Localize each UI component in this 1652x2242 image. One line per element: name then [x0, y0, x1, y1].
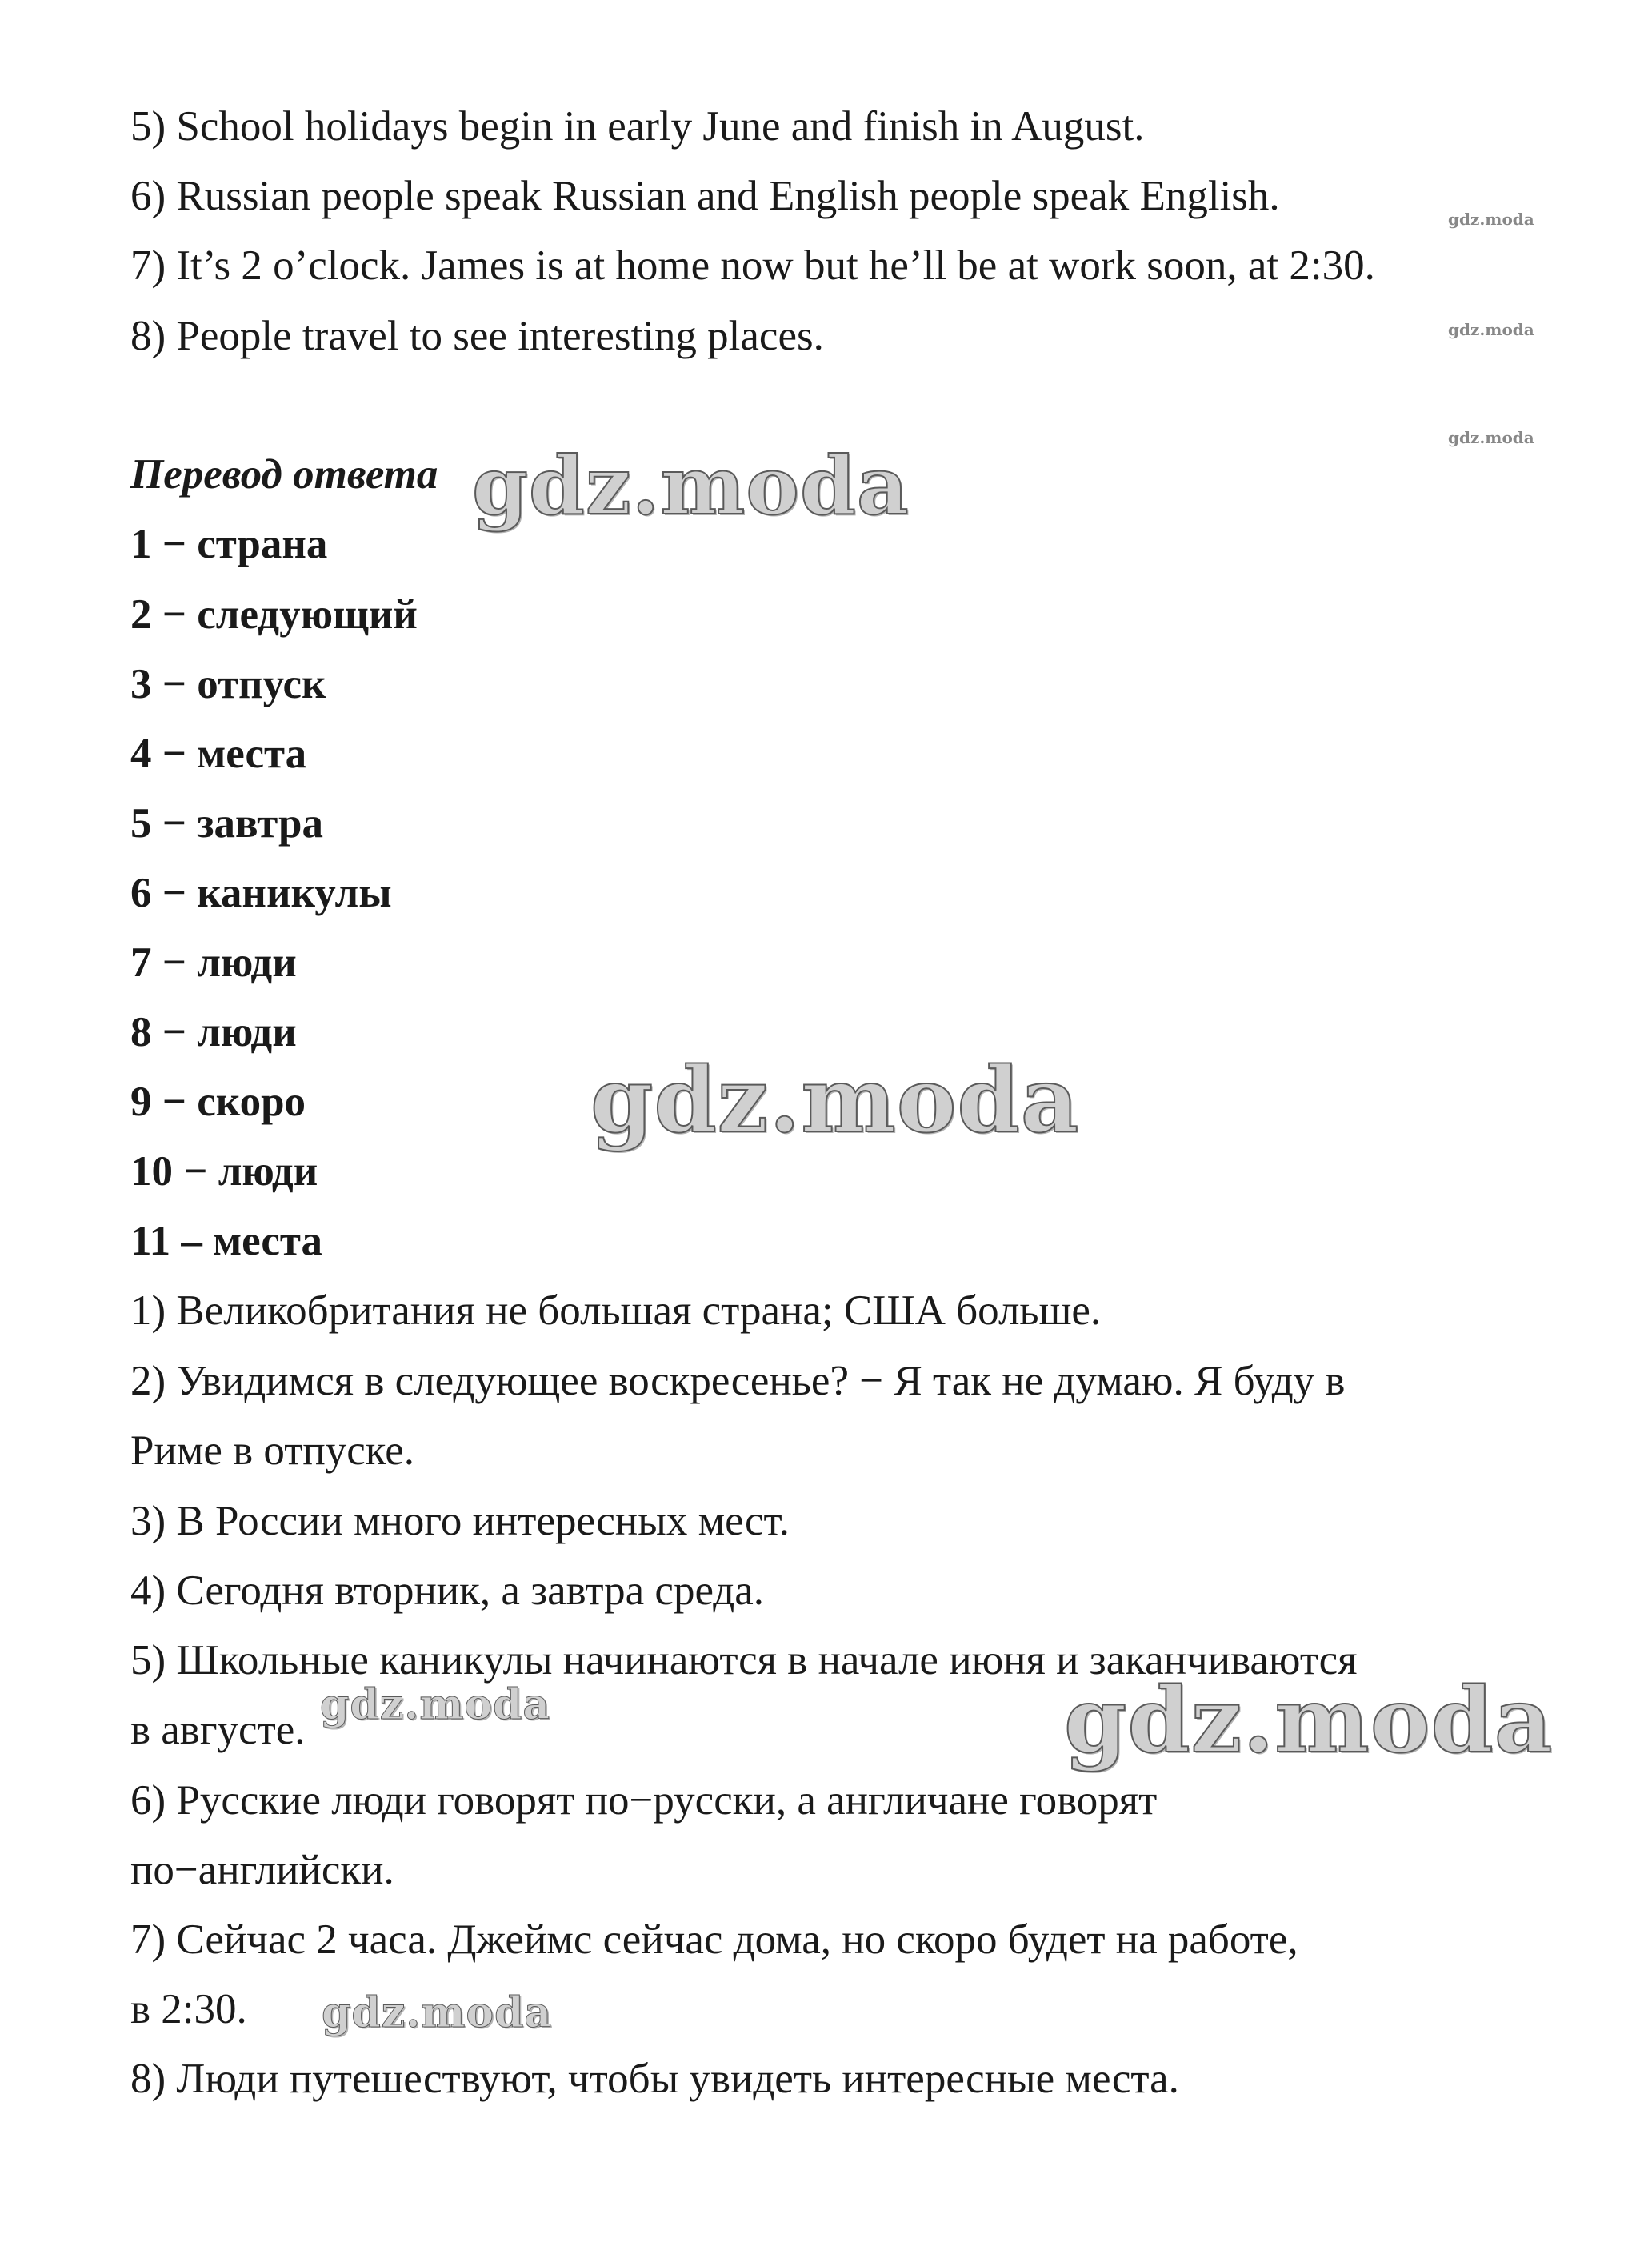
translation-sentence: 7) Сейчас 2 часа. Джеймс сейчас дома, но скоро будет на работе,: [130, 1916, 1298, 1963]
watermark-small: gdz.moda: [1448, 428, 1534, 447]
watermark-large: gdz.moda: [472, 438, 910, 533]
answer-item: 8 − люди: [130, 1009, 297, 1055]
translation-sentence: 5) Школьные каникулы начинаются в начале июня и заканчиваются: [130, 1637, 1358, 1684]
english-sentence-5: 5) School holidays begin in early June and finish in August.: [130, 103, 1145, 150]
answer-item: 2 − следующий: [130, 591, 418, 638]
answer-item: 7 − люди: [130, 939, 297, 986]
translation-sentence: 3) В России много интересных мест.: [130, 1498, 790, 1544]
watermark-small: gdz.moda: [1448, 210, 1534, 229]
translation-heading: Перевод ответа: [130, 451, 438, 498]
watermark-large: gdz.moda: [590, 1048, 1080, 1153]
english-sentence-8: 8) People travel to see interesting places.: [130, 313, 824, 359]
watermark-medium: gdz.moda: [322, 1988, 553, 2037]
answer-item: 9 − скоро: [130, 1079, 306, 1125]
translation-sentence: 4) Сегодня вторник, а завтра среда.: [130, 1567, 765, 1614]
answer-item: 3 − отпуск: [130, 661, 326, 707]
english-sentence-7: 7) It’s 2 o’clock. James is at home now but he’ll be at work soon, at 2:30.: [130, 242, 1375, 289]
watermark-large: gdz.moda: [1064, 1668, 1554, 1773]
answer-item: 1 − страна: [130, 521, 328, 567]
answer-item: 10 − люди: [130, 1148, 318, 1195]
translation-sentence: 1) Великобритания не большая страна; США больше.: [130, 1287, 1102, 1334]
translation-sentence: Риме в отпуске.: [130, 1427, 414, 1474]
answer-item: 11 – места: [130, 1218, 323, 1264]
english-sentence-6: 6) Russian people speak Russian and English people speak English.: [130, 173, 1280, 219]
translation-sentence: в августе.: [130, 1707, 306, 1753]
translation-sentence: 8) Люди путешествуют, чтобы увидеть интересные места.: [130, 2056, 1179, 2102]
answer-item: 4 − места: [130, 731, 307, 777]
answer-item: 5 − завтра: [130, 800, 323, 847]
translation-sentence: по−английски.: [130, 1847, 394, 1893]
translation-sentence: в 2:30.: [130, 1986, 247, 2032]
translation-sentence: 2) Увидимся в следующее воскресенье? − Я так не думаю. Я буду в: [130, 1358, 1346, 1404]
answer-item: 6 − каникулы: [130, 870, 392, 916]
watermark-small: gdz.moda: [1448, 320, 1534, 339]
watermark-medium: gdz.moda: [320, 1680, 551, 1729]
translation-sentence: 6) Русские люди говорят по−русски, а англичане говорят: [130, 1777, 1158, 1824]
